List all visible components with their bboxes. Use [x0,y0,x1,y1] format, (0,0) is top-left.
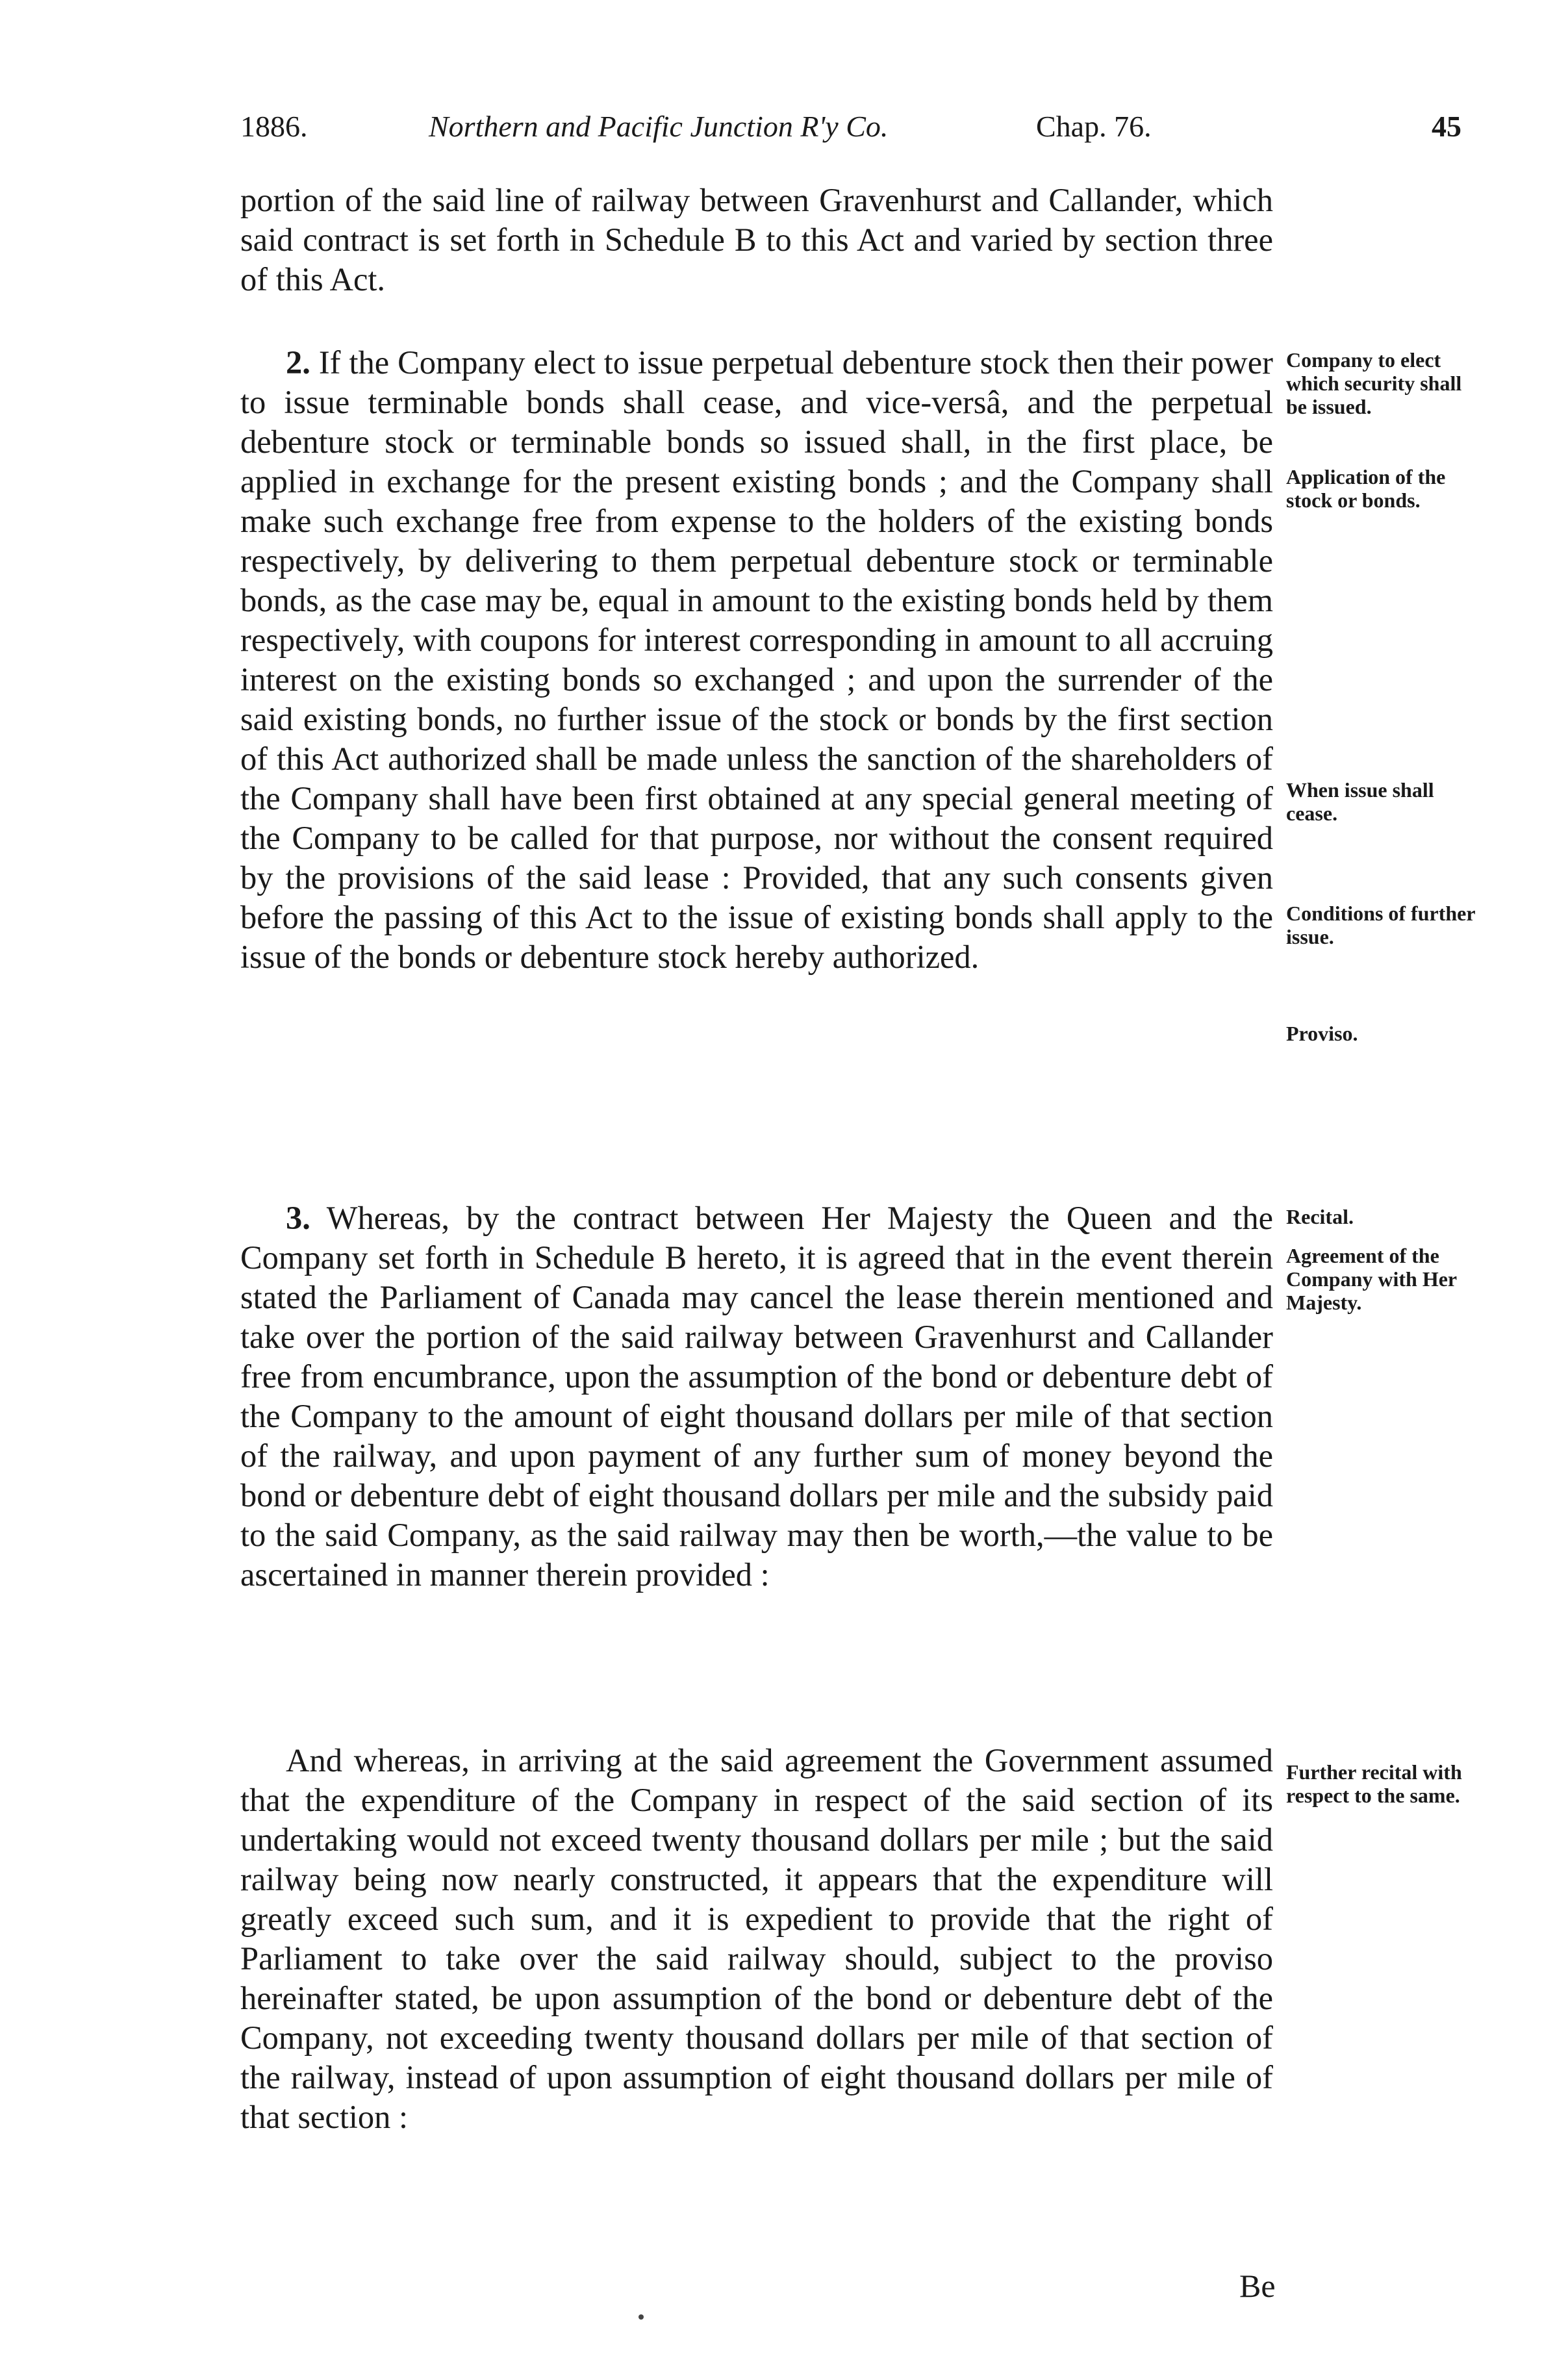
section-text: Whereas, by the contract between Her Majesty the Queen and the Company set forth in Schedule B hereto, it is agreed that in the event therein stated the Parliament of Canada may cancel the lease therein mentioned and take over the portion of the said railway between Gravenhurst and Callander free from encumbrance, upon the assumption of the bond or debenture debt of the Company to the amount of eight thousand dollars per mile of that section of the railway, and upon payment of any further sum of money beyond the bond or debenture debt of eight thousand dollars per mile and the subsidy paid to the said Company, as the said railway may then be worth,—the value to be ascertained in manner therein provided : [240,1200,1273,1593]
margin-note-further-recital: Further recital with respect to the same. [1286,1760,1462,1807]
margin-note-company-elect: Company to elect which security shall be issued. [1286,348,1462,418]
paragraph-text: And whereas, in arriving at the said agreement the Government assumed that the expenditure of the Company in respect of the said section of its undertaking would not exceed twenty thousand dollars per mile ; but the said railway being now nearly constructed, it appears that the expenditure will greatly exceed such sum, and it is expedient to provide that the right of Parliament to take over the said railway should, subject to the proviso hereinafter stated, be upon assumption of the bond or debenture debt of the Company, not exceeding twenty thousand dollars per mile of that section of the railway, instead of upon assumption of eight thousand dollars per mile of that section : [240,1742,1273,2135]
recital-paragraph [240,1741,1273,2137]
section-text: If the Company elect to issue perpetual debenture stock then their power to issue terminable bonds shall cease, and vice-versâ, and the perpetual debenture stock or terminable bonds so issued shall, in the first place, be applied in exchange for the present existing bonds ; and the Company shall make such exchange free from expense to the holders of the existing bonds respectively, by delivering to them perpetual debenture stock or terminable bonds, as the case may be, equal in amount to the existing bonds held by them respectively, with coupons for interest corresponding in amount to all accruing interest on the existing bonds so exchanged ; and upon the surrender of the said existing bonds, no further issue of the stock or bonds by the first section of this Act authorized shall be made unless the sanction of the shareholders of the Company shall have been first obtained at any special general meeting of the Company to be called for that purpose, nor without the consent required by the provisions of the said lease : Provided, that any such consents given before the passing of this Act to the issue of existing bonds shall apply to the issue of the bonds or debenture stock hereby authorized. [240,344,1273,975]
section-2-paragraph [240,343,1273,977]
margin-note-application: Application of the stock or bonds. [1286,465,1446,512]
margin-note-conditions: Conditions of further issue. [1286,902,1475,948]
section-number: 2. [286,344,310,381]
section-number: 3. [286,1200,310,1236]
header-year: 1886. [240,110,308,143]
section-2 [240,343,1273,977]
margin-note-agreement: Agreement of the Company with Her Majesty. [1286,1244,1457,1314]
header-chapter: Chap. 76. [1036,110,1152,143]
header-title: Northern and Pacific Junction R'y Co. [429,110,889,143]
running-header [240,109,1461,161]
margin-note-proviso: Proviso. [1286,1022,1358,1045]
margin-note-issue-cease: When issue shall cease. [1286,778,1434,825]
paragraph-text: portion of the said line of railway between Gravenhurst and Callander, which said contract is set forth in Schedule B to this Act and varied by section three of this Act. [240,182,1273,298]
section-3 [240,1198,1273,1595]
section-3-paragraph [240,1198,1273,1595]
catchword: Be [1239,2268,1276,2304]
paragraph-continuation [240,181,1273,299]
page-number: 45 [1432,110,1461,143]
page-dot [638,2314,644,2320]
margin-note-recital: Recital. [1286,1205,1354,1228]
